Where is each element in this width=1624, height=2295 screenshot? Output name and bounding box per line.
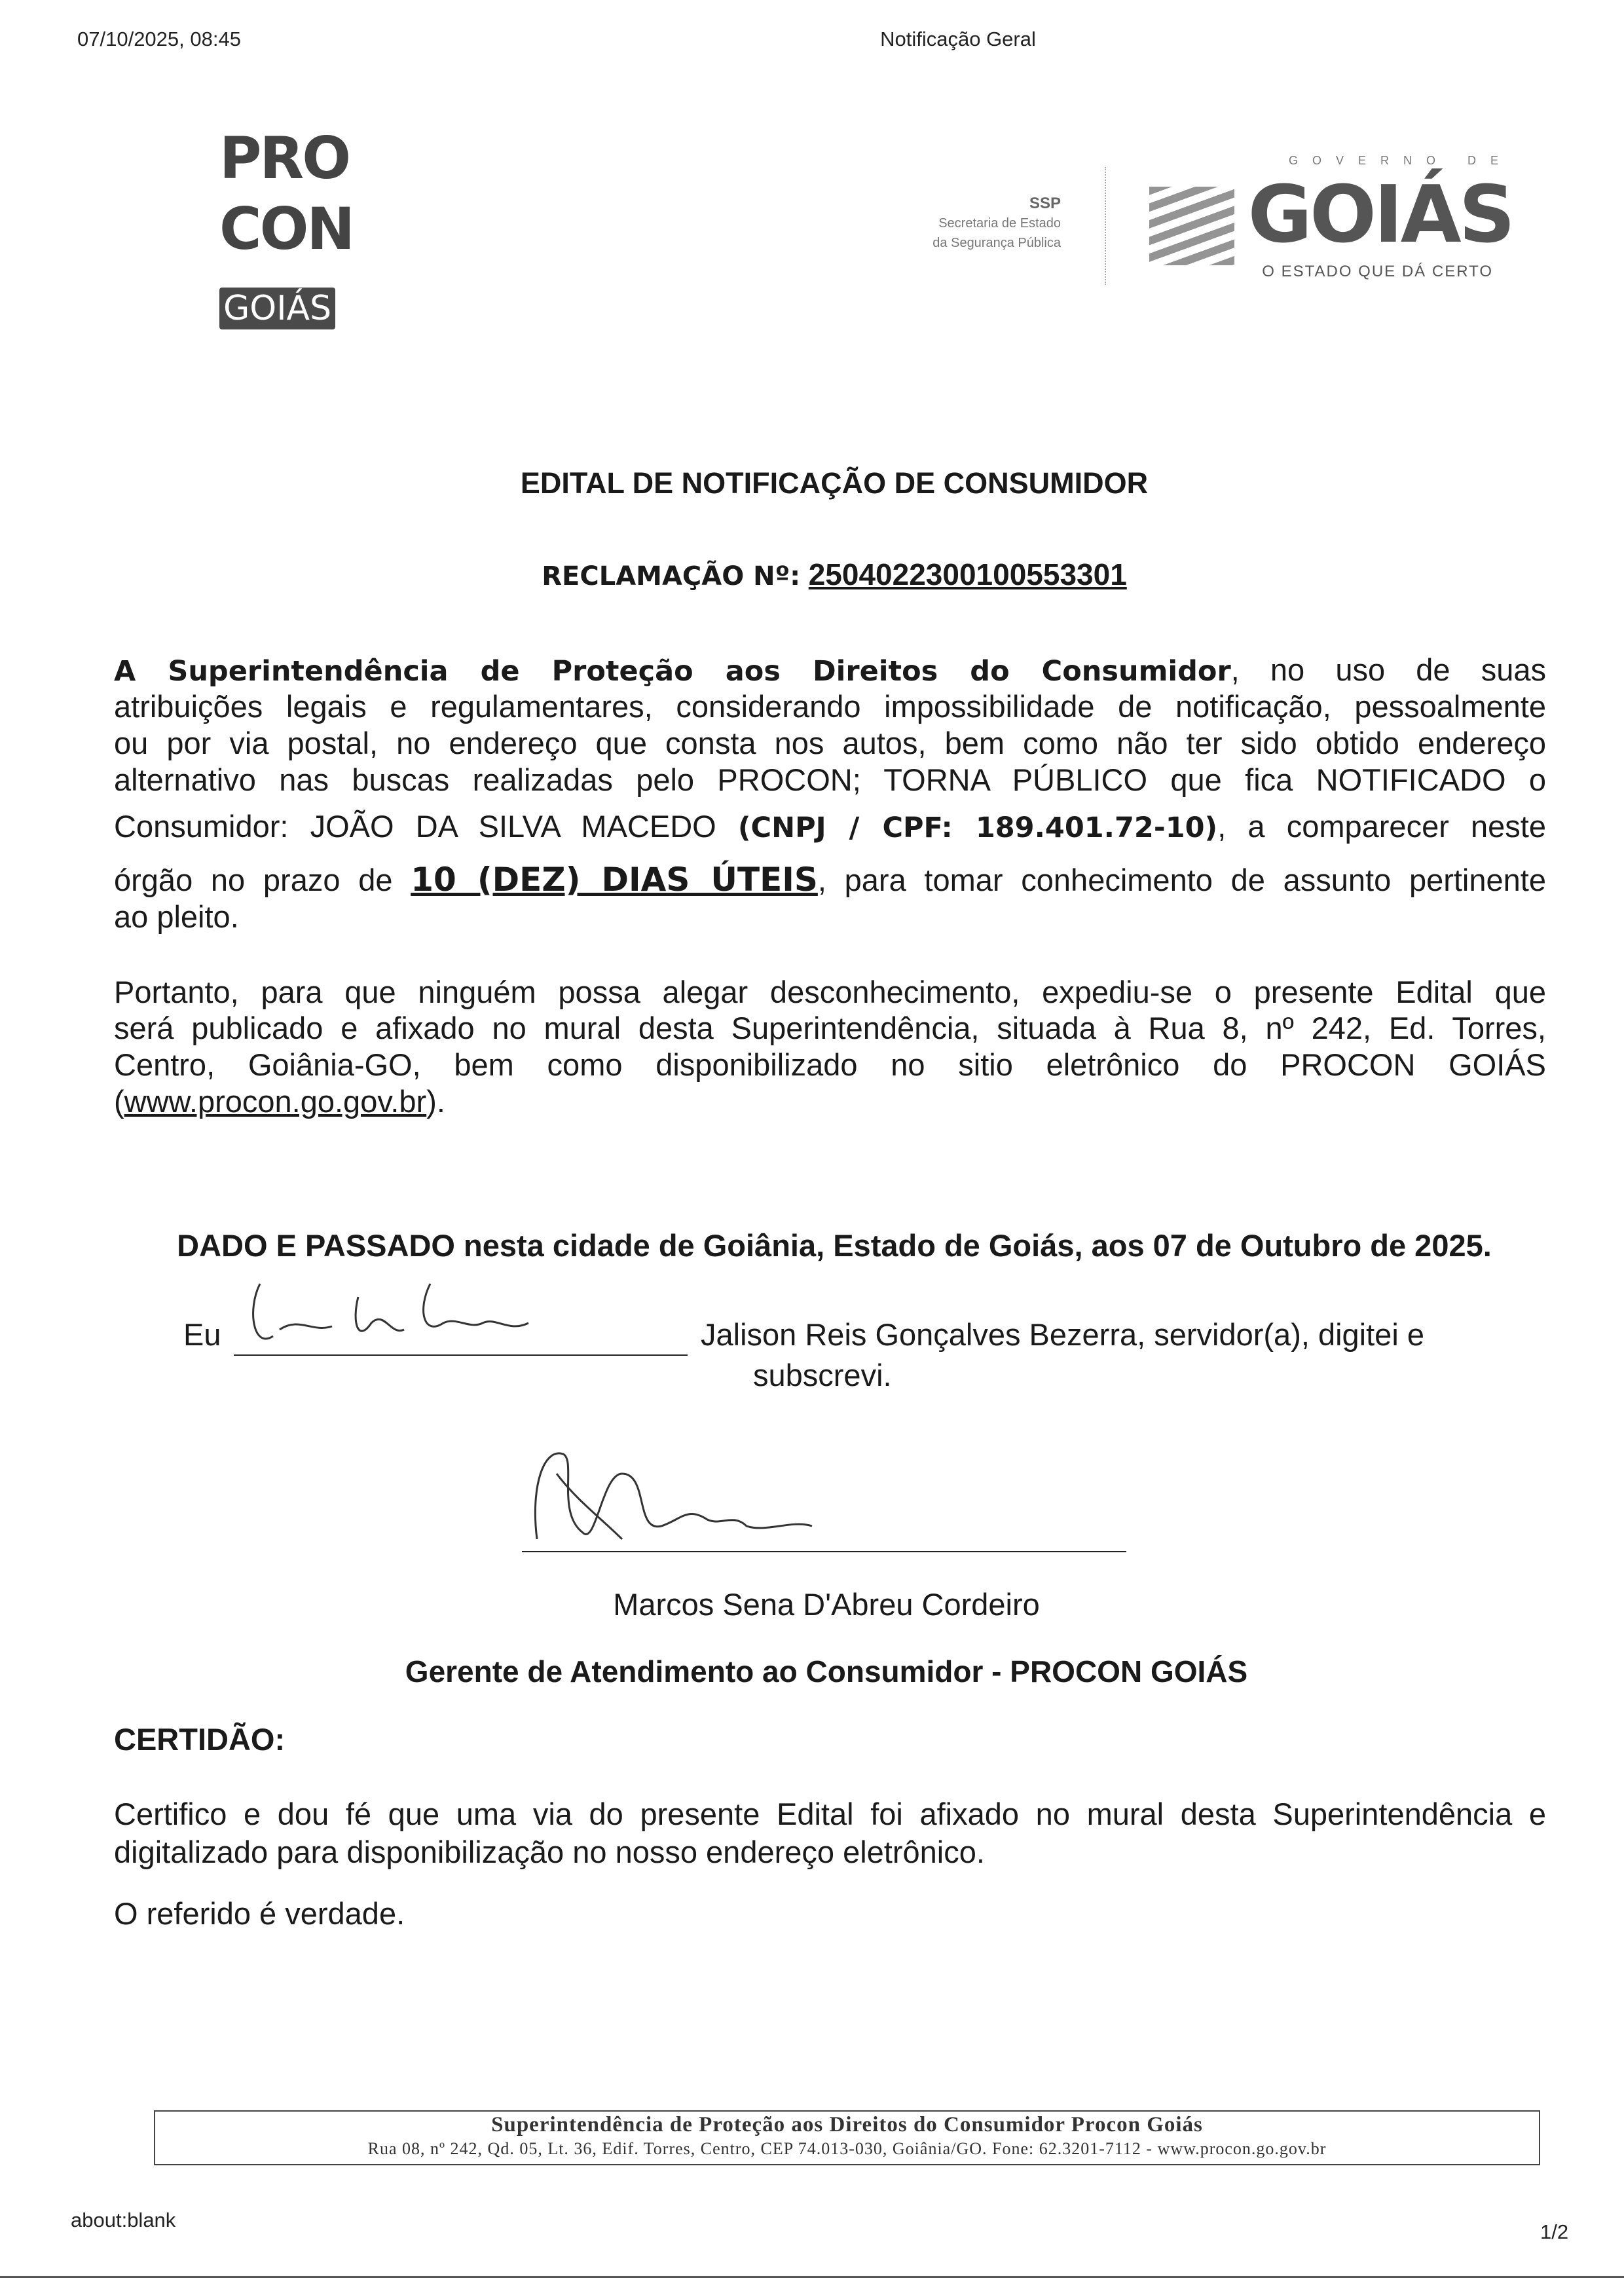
p1-line (114, 652, 1546, 690)
p1-line: alternativo nas buscas realizadas pelo PROCON; TORNA PÚBLICO que fica NOTIFICADO o (114, 762, 1546, 797)
print-page-number: 1/2 (1540, 2220, 1569, 2243)
text: órgão no prazo de (114, 863, 411, 897)
clerk-line1: Jalison Reis Gonçalves Bezerra, servidor(a), digitei e (701, 1317, 1424, 1352)
governo-slogan: O ESTADO QUE DÁ CERTO (1262, 263, 1493, 280)
procon-logo-line1: PRO (219, 124, 350, 192)
governo-top: GOVERNO DE (1288, 154, 1513, 167)
p1-line: ou por via postal, no endereço que consta nos autos, bem como não ter sido obtido endereço (114, 726, 1546, 760)
given-rest: nesta cidade de Goiânia, Estado de Goiás, aos 07 de Outubro de 2025. (454, 1228, 1492, 1263)
consumer-name: Consumidor: JOÃO DA SILVA MACEDO (114, 809, 738, 844)
p2-line: Portanto, para que ninguém possa alegar desconhecimento, expediu-se o presente Edital que (114, 975, 1546, 1009)
deadline: 10 (DEZ) DIAS ÚTEIS (411, 861, 818, 899)
p1-line: ao pleito. (114, 899, 239, 934)
p2-line: será publicado e afixado no mural desta Superintendência, situada à Rua 8, nº 242, Ed. Torres, (114, 1011, 1546, 1045)
consumer-document: (CNPJ / CPF: 189.401.72-10) (737, 812, 1218, 844)
print-url: about:blank (71, 2209, 176, 2231)
ssp-logo (932, 194, 1061, 253)
footer-address-box (154, 2110, 1540, 2165)
closing-statement: O referido é verdade. (114, 1896, 405, 1931)
given-statement (0, 1227, 1624, 1263)
document-title: EDITAL DE NOTIFICAÇÃO DE CONSUMIDOR (520, 466, 1149, 500)
procon-logo (219, 123, 377, 335)
text: , a comparecer neste (1217, 809, 1546, 844)
ssp-line1: Secretaria de Estado (938, 216, 1061, 231)
agency-name: A Superintendência de Proteção aos Direitos do Consumidor (114, 655, 1231, 688)
text: ( (114, 1084, 124, 1119)
manager-signature (517, 1434, 858, 1552)
certidao-line: digitalizado para disponibilização no nosso endereço eletrônico. (114, 1835, 985, 1869)
certidao-heading: CERTIDÃO: (114, 1722, 286, 1757)
manager-signature-line (522, 1551, 1126, 1552)
signer-role: Gerente de Atendimento ao Consumidor - PROCON GOIÁS (405, 1654, 1248, 1689)
p1-line: atribuições legais e regulamentares, considerando impossibilidade de notificação, pessoalmente (114, 689, 1546, 724)
procon-logo-line2: CON (219, 195, 354, 263)
claim-number: 2504022300100553301 (808, 557, 1127, 591)
logo-divider (1105, 167, 1106, 285)
p2-line (114, 1083, 1546, 1120)
claim-number-line (0, 557, 1624, 592)
p2-line: Centro, Goiânia-GO, bem como disponibilizado no sitio eletrônico do PROCON GOIÁS (114, 1047, 1546, 1082)
p1-line (114, 808, 1546, 846)
eu-label: Eu (183, 1317, 221, 1352)
print-datetime: 07/10/2025, 08:45 (77, 28, 241, 50)
clerk-signature (234, 1271, 692, 1362)
governo-name: GOIÁS (1247, 170, 1513, 261)
given-bold: DADO E PASSADO (177, 1228, 455, 1263)
governo-goias-logo (1146, 152, 1513, 282)
clerk-line2: subscrevi. (753, 1358, 892, 1392)
footer-address: Rua 08, nº 242, Qd. 05, Lt. 36, Edif. Torres, Centro, CEP 74.013-030, Goiânia/GO. Fone: 62.3201-7112 - www.procon.go.gov.br (367, 2139, 1327, 2158)
p1-line (114, 861, 1546, 899)
website-link[interactable]: www.procon.go.gov.br (124, 1084, 427, 1119)
print-page-title: Notificação Geral (880, 28, 1036, 50)
ssp-abbr: SSP (1029, 195, 1061, 212)
claim-label: RECLAMAÇÃO Nº: (542, 561, 801, 591)
text: , para tomar conhecimento de assunto pertinente (817, 863, 1546, 897)
scan-edge (0, 2276, 1624, 2278)
text: ). (426, 1084, 445, 1119)
signer-name: Marcos Sena D'Abreu Cordeiro (613, 1587, 1040, 1622)
ssp-line2: da Segurança Pública (932, 236, 1061, 250)
clerk-signature-line (234, 1354, 688, 1356)
footer-title: Superintendência de Proteção aos Direitos do Consumidor Procon Goiás (491, 2113, 1203, 2136)
text: , no uso de suas (1230, 652, 1546, 687)
procon-logo-line3: GOIÁS (219, 288, 335, 329)
certidao-line: Certifico e dou fé que uma via do presente Edital foi afixado no mural desta Superintendência e (114, 1797, 1546, 1831)
